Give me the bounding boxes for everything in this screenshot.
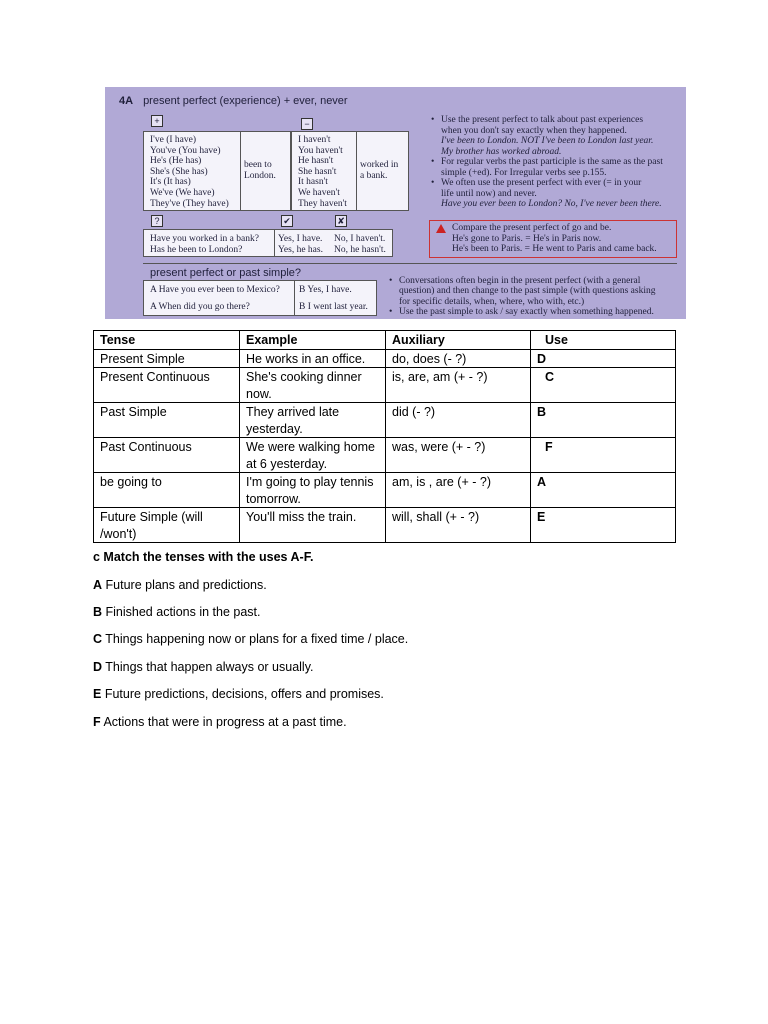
- auxiliary-cell: will, shall (+ - ?): [386, 508, 531, 543]
- form-line: It's (It has): [150, 177, 191, 188]
- exercise-item: [93, 714, 347, 730]
- note-line: • For regular verbs the past participle is the same as the past: [441, 157, 663, 167]
- grammar-heading: [119, 95, 348, 107]
- table-row: [94, 438, 676, 473]
- item-text: Things happening now or plans for a fixed time / place.: [105, 632, 409, 646]
- exercise-item: [93, 577, 267, 593]
- tense-cell: Past Continuous: [94, 438, 240, 473]
- note-line: • Conversations often begin in the present perfect (with a general: [399, 276, 641, 286]
- header-use: Use: [531, 331, 676, 350]
- negative-forms-panel: [291, 131, 409, 211]
- short-answers-no: [334, 234, 386, 255]
- tense-cell: Past Simple: [94, 403, 240, 438]
- warning-line: Compare the present perfect of go and be.: [452, 223, 612, 233]
- grammar-reference-image: [105, 87, 686, 319]
- header-tense: Tense: [94, 331, 240, 350]
- note-line: • Use the past simple to ask / say exactly when something happened.: [399, 306, 654, 317]
- warning-line: He's gone to Paris. = He's in Paris now.: [452, 233, 602, 244]
- note-line: Have you ever been to London? No, I've never been there.: [441, 199, 662, 209]
- form-line: You haven't: [298, 145, 343, 156]
- minus-icon: −: [301, 118, 313, 130]
- auxiliary-cell: am, is , are (+ - ?): [386, 473, 531, 508]
- item-letter: C: [93, 632, 103, 646]
- question-line: Have you worked in a bank?: [150, 234, 259, 244]
- plus-icon: +: [151, 115, 163, 127]
- form-line: I've (I have): [150, 135, 197, 145]
- unit-code: 4A: [119, 95, 134, 107]
- negative-forms-list: [298, 135, 347, 209]
- dialogue-line: A When did you go there?: [150, 302, 250, 312]
- auxiliary-cell: do, does (- ?): [386, 349, 531, 368]
- auxiliary-cell: was, were (+ - ?): [386, 438, 531, 473]
- note-line: for specific details, when, where, who with, etc.): [399, 296, 585, 307]
- exercise-item: [93, 631, 408, 647]
- bottom-notes: [387, 276, 682, 317]
- form-line: They haven't: [298, 198, 347, 209]
- positive-forms-panel: [143, 131, 291, 211]
- use-cell: B: [531, 403, 676, 438]
- warning-icon: [436, 224, 446, 233]
- section-divider: [143, 263, 677, 264]
- note-item: [429, 157, 684, 178]
- form-line: She's (She has): [150, 166, 208, 177]
- panel-divider: [240, 132, 241, 210]
- dialogue-line: A Have you ever been to Mexico?: [150, 285, 280, 295]
- example-cell: We were walking home at 6 yesterday.: [240, 438, 386, 473]
- table-row: [94, 508, 676, 543]
- complement-line: a bank.: [360, 170, 388, 181]
- question-icon: ?: [151, 215, 163, 227]
- tense-table: [93, 330, 676, 543]
- item-text: Things that happen always or usually.: [105, 660, 314, 674]
- complement-line: been to: [244, 160, 272, 170]
- warning-box: [429, 220, 677, 258]
- positive-complement: [244, 160, 276, 181]
- table-row: [94, 473, 676, 508]
- exercise-item: [93, 659, 314, 675]
- note-line: My brother has worked abroad.: [441, 146, 562, 157]
- dialogue-line: B Yes, I have.: [299, 285, 352, 295]
- check-icon: ✔: [281, 215, 293, 227]
- example-cell: You'll miss the train.: [240, 508, 386, 543]
- form-line: We've (We have): [150, 187, 215, 198]
- header-auxiliary: Auxiliary: [386, 331, 531, 350]
- note-line: life until now) and never.: [441, 188, 537, 199]
- note-item: [429, 115, 684, 136]
- item-letter: F: [93, 715, 101, 729]
- use-cell: E: [531, 508, 676, 543]
- exercise-instruction: c Match the tenses with the uses A-F.: [93, 550, 314, 564]
- dialogue-line: B I went last year.: [299, 302, 368, 312]
- table-row: [94, 403, 676, 438]
- dialogue-panel: [143, 280, 377, 316]
- subheading: present perfect or past simple?: [150, 267, 302, 279]
- table-row: [94, 349, 676, 368]
- note-line: simple (+ed). For Irregular verbs see p.155.: [441, 167, 607, 178]
- use-cell: A: [531, 473, 676, 508]
- note-line: I've been to London. NOT I've been to London last year.: [441, 136, 654, 146]
- tense-cell: Present Simple: [94, 349, 240, 368]
- exercise-item: [93, 686, 384, 702]
- answer-line: Yes, I have.: [278, 234, 323, 244]
- form-line: We haven't: [298, 187, 340, 198]
- answer-line: No, I haven't.: [334, 234, 386, 244]
- example-cell: He works in an office.: [240, 349, 386, 368]
- use-cell: D: [531, 349, 676, 368]
- item-text: Actions that were in progress at a past time.: [103, 715, 347, 729]
- panel-divider: [294, 281, 295, 315]
- usage-notes: [429, 115, 684, 210]
- item-text: Future plans and predictions.: [105, 578, 267, 592]
- note-item: [429, 178, 684, 210]
- complement-line: London.: [244, 170, 276, 181]
- panel-divider: [274, 230, 275, 256]
- table-header-row: [94, 331, 676, 350]
- example-cell: I'm going to play tennis tomorrow.: [240, 473, 386, 508]
- heading-text: present perfect (experience) + ever, never: [143, 95, 348, 107]
- panel-divider: [356, 132, 357, 210]
- form-line: They've (They have): [150, 198, 229, 209]
- questions-panel: [143, 229, 393, 257]
- form-line: He hasn't: [298, 156, 334, 167]
- form-line: She hasn't: [298, 166, 337, 177]
- form-line: It hasn't: [298, 177, 328, 188]
- item-letter: B: [93, 605, 103, 619]
- warning-line: He's been to Paris. = He went to Paris and came back.: [452, 244, 657, 254]
- auxiliary-cell: is, are, am (+ - ?): [386, 368, 531, 403]
- note-example: [429, 136, 684, 157]
- tense-cell: Future Simple (will /won't): [94, 508, 240, 543]
- form-line: You've (You have): [150, 145, 221, 156]
- note-line: question) and then change to the past simple (with questions asking: [399, 286, 656, 297]
- complement-line: worked in: [360, 160, 399, 170]
- example-cell: They arrived late yesterday.: [240, 403, 386, 438]
- note-line: • Use the present perfect to talk about past experiences: [441, 115, 644, 125]
- table-row: [94, 368, 676, 403]
- note-line: • We often use the present perfect with ever (= in your: [441, 178, 642, 188]
- item-letter: A: [93, 578, 103, 592]
- positive-forms-list: [150, 135, 229, 209]
- answer-line: Yes, he has.: [278, 244, 323, 255]
- use-cell: F: [531, 438, 676, 473]
- example-cell: She's cooking dinner now.: [240, 368, 386, 403]
- use-cell: C: [531, 368, 676, 403]
- question-list: [150, 234, 259, 255]
- short-answers-yes: [278, 234, 323, 255]
- negative-complement: [360, 160, 398, 181]
- answer-line: No, he hasn't.: [334, 244, 386, 255]
- exercise-item: [93, 604, 260, 620]
- cross-icon: ✘: [335, 215, 347, 227]
- item-text: Finished actions in the past.: [105, 605, 261, 619]
- question-line: Has he been to London?: [150, 244, 243, 255]
- tense-cell: be going to: [94, 473, 240, 508]
- note-item: [387, 307, 682, 317]
- item-letter: E: [93, 687, 102, 701]
- item-letter: D: [93, 660, 103, 674]
- form-line: I haven't: [298, 135, 331, 145]
- item-text: Future predictions, decisions, offers and promises.: [104, 687, 384, 701]
- tense-cell: Present Continuous: [94, 368, 240, 403]
- note-item: [387, 276, 682, 307]
- form-line: He's (He has): [150, 156, 202, 167]
- note-line: when you don't say exactly when they happened.: [441, 125, 627, 136]
- auxiliary-cell: did (- ?): [386, 403, 531, 438]
- header-example: Example: [240, 331, 386, 350]
